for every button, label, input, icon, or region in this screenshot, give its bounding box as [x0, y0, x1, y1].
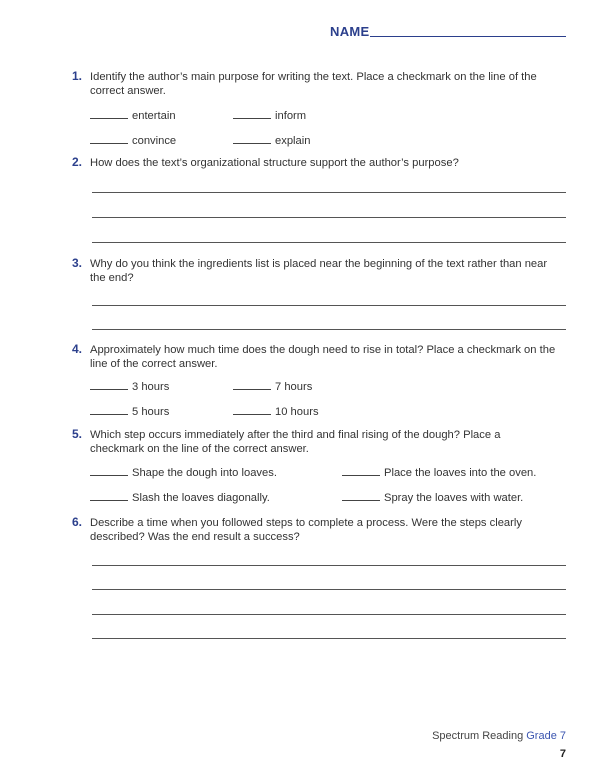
checkmark-line[interactable] — [90, 380, 128, 390]
q1-option-explain[interactable]: explain — [233, 134, 310, 147]
q2-answer-line[interactable] — [92, 217, 566, 218]
page-number: 7 — [559, 748, 566, 760]
question-6-number: 6. — [71, 515, 82, 529]
q2-answer-line[interactable] — [92, 242, 566, 243]
q6-answer-line[interactable] — [92, 589, 566, 590]
checkmark-line[interactable] — [233, 134, 271, 144]
checkmark-line[interactable] — [233, 109, 271, 119]
q5-option-slash-loaves[interactable]: Slash the loaves diagonally. — [90, 491, 270, 504]
question-2-text: How does the text’s organizational structure support the author’s purpose? — [90, 157, 459, 169]
q5-option-spray-loaves[interactable]: Spray the loaves with water. — [342, 491, 523, 504]
q1-option-entertain[interactable]: entertain — [90, 109, 176, 122]
q6-answer-line[interactable] — [92, 638, 566, 639]
q5-option-place-loaves[interactable]: Place the loaves into the oven. — [342, 466, 536, 479]
q3-answer-line[interactable] — [92, 329, 566, 330]
question-6-text: Describe a time when you followed steps to complete a process. Were the steps clearly described? Was the end result a success? — [90, 517, 522, 543]
checkmark-line[interactable] — [90, 405, 128, 415]
q6-answer-line[interactable] — [92, 614, 566, 615]
question-4-number: 4. — [71, 342, 82, 356]
footer-grade: Grade 7 — [526, 730, 566, 742]
name-answer-line[interactable] — [370, 36, 566, 37]
question-1-text: Identify the author’s main purpose for writing the text. Place a checkmark on the line of the correct answer. — [90, 71, 537, 97]
question-3-text: Why do you think the ingredients list is placed near the beginning of the text rather than near the end? — [90, 258, 548, 284]
checkmark-line[interactable] — [90, 109, 128, 119]
q3-answer-line[interactable] — [92, 305, 566, 306]
q1-option-inform[interactable]: inform — [233, 109, 306, 122]
q5-option-shape-dough[interactable]: Shape the dough into loaves. — [90, 466, 277, 479]
question-5-text: Which step occurs immediately after the third and final rising of the dough? Place a checkmark on the line of the correct answer. — [90, 429, 501, 455]
question-3-number: 3. — [71, 256, 82, 270]
q6-answer-line[interactable] — [92, 565, 566, 566]
question-1-number: 1. — [71, 69, 82, 83]
q2-answer-line[interactable] — [92, 192, 566, 193]
checkmark-line[interactable] — [90, 134, 128, 144]
q4-option-10-hours[interactable]: 10 hours — [233, 405, 319, 418]
checkmark-line[interactable] — [233, 380, 271, 390]
q4-option-5-hours[interactable]: 5 hours — [90, 405, 169, 418]
question-4-text: Approximately how much time does the dough need to rise in total? Place a checkmark on the line of the correct answer. — [90, 344, 556, 370]
checkmark-line[interactable] — [90, 491, 128, 501]
checkmark-line[interactable] — [342, 466, 380, 476]
checkmark-line[interactable] — [90, 466, 128, 476]
q4-option-3-hours[interactable]: 3 hours — [90, 380, 169, 393]
q1-option-convince[interactable]: convince — [90, 134, 176, 147]
name-label: NAME — [330, 24, 370, 39]
checkmark-line[interactable] — [233, 405, 271, 415]
question-2-number: 2. — [71, 155, 82, 169]
q4-option-7-hours[interactable]: 7 hours — [233, 380, 312, 393]
checkmark-line[interactable] — [342, 491, 380, 501]
footer-book-title: Spectrum Reading Grade 7 — [432, 730, 566, 742]
question-5-number: 5. — [71, 427, 82, 441]
